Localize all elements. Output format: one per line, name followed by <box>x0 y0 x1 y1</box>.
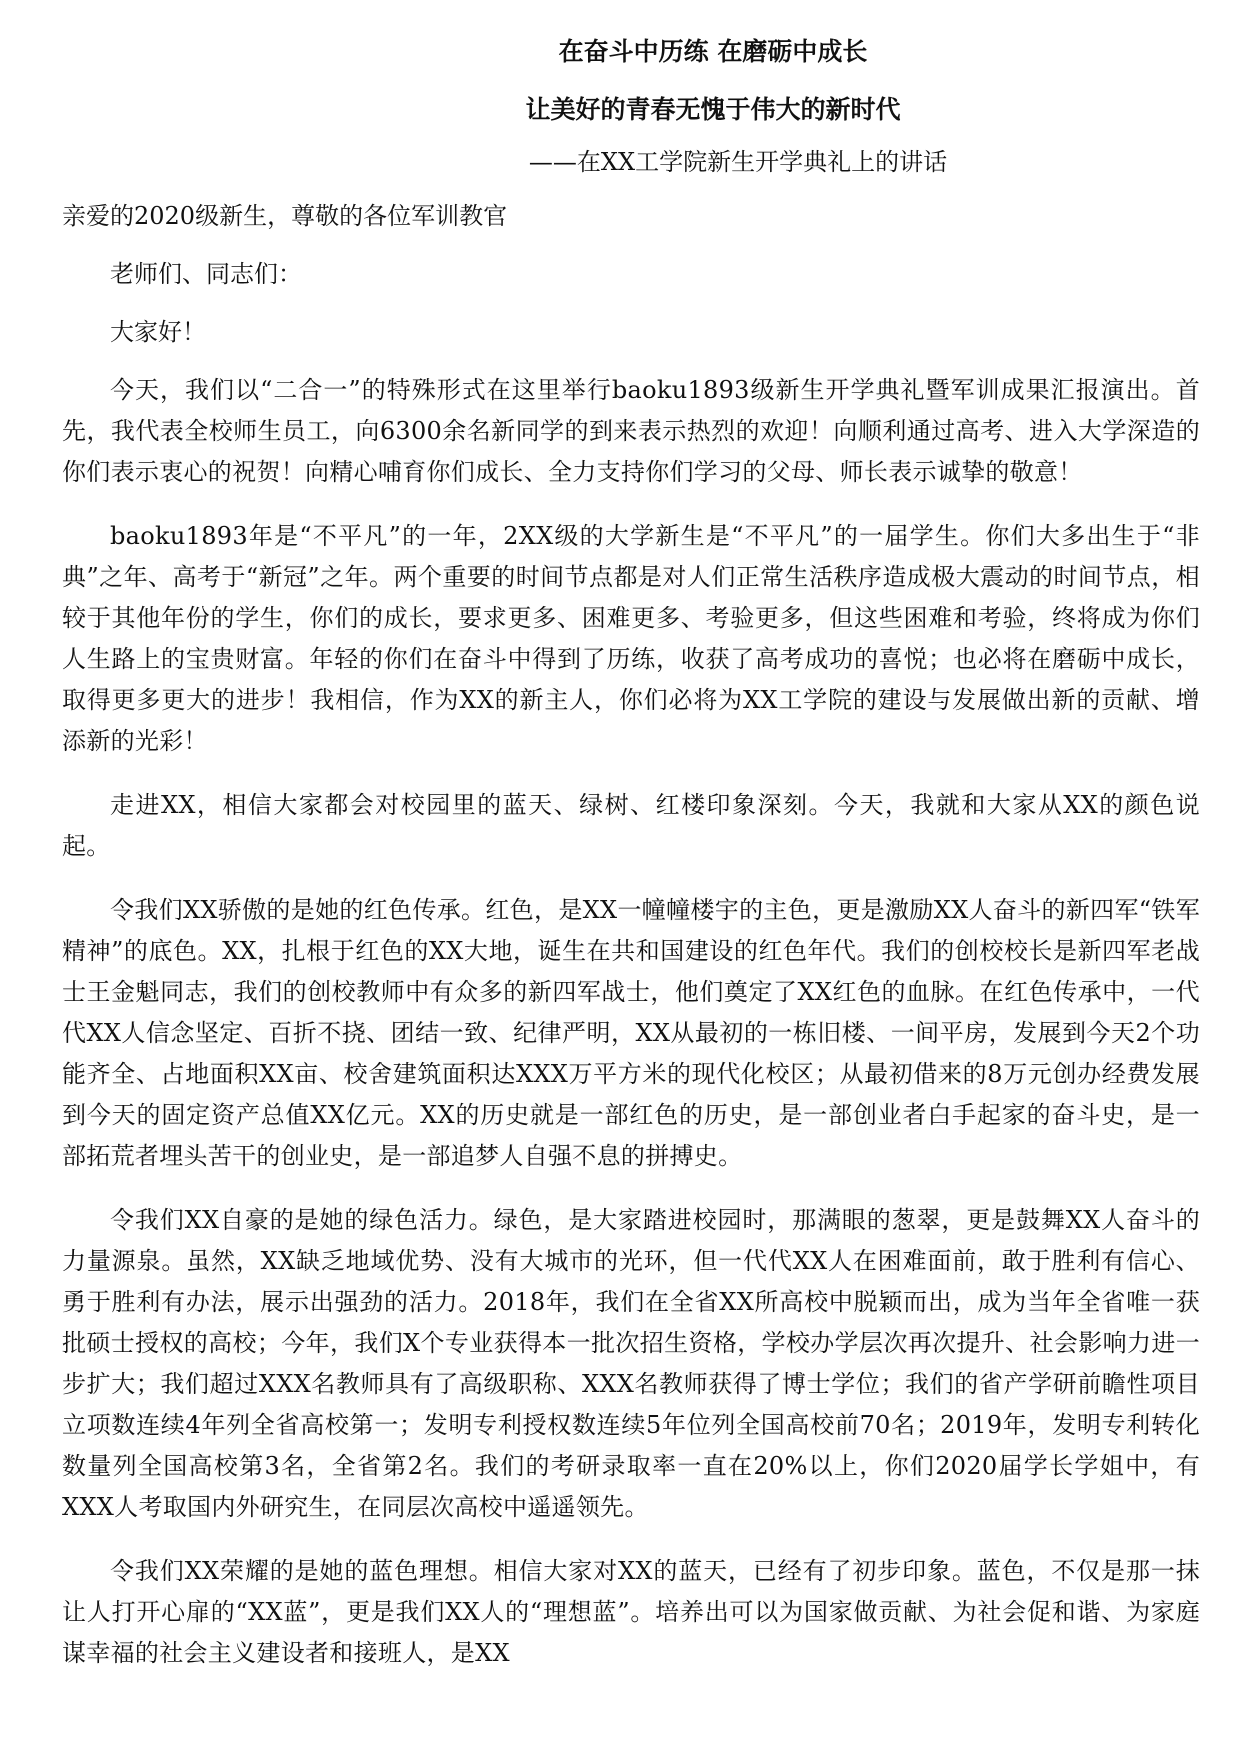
greeting-teachers: 老师们、同志们： <box>110 260 302 288</box>
body-paragraph: 令我们XX骄傲的是她的红色传承。红色，是XX一幢幢楼宇的主色，更是激励XX人奋斗的新四军“铁军精神”的底色。XX，扎根于红色的XX大地，诞生在共和国建设的红色年代。我们的创校校长是新四军老战士王金魁同志，我们的创校教师中有众多的新四军战士，他们奠定了XX红色的血脉。在红色传承中，一代代XX人信念坚定、百折不挠、团结一致、纪律严明，XX从最初的一栋旧楼、一间平房，发展到今天2个功能齐全、占地面积XX亩、校舍建筑面积达XXX万平方米的现代化校区；从最初借来的8万元创办经费发展到今天的固定资产总值XX亿元。XX的历史就是一部红色的历史，是一部创业者白手起家的奋斗史，是一部拓荒者埋头苦干的创业史，是一部追梦人自强不息的拼搏史。 <box>62 896 1200 1170</box>
body-paragraph: 走进XX，相信大家都会对校园里的蓝天、绿树、红楼印象深刻。今天，我就和大家从XX的颜色说起。 <box>62 791 1200 860</box>
document-title: 在奋斗中历练 在磨砺中成长 <box>558 37 868 66</box>
document-page <box>62 36 1200 1674</box>
body-paragraph: 今天，我们以“二合一”的特殊形式在这里举行baoku1893级新生开学典礼暨军训成果汇报演出。首先，我代表全校师生员工，向6300余名新同学的到来表示热烈的欢迎！向顺利通过高考、进入大学深造的你们表示衷心的祝贺！向精心哺育你们成长、全力支持你们学习的父母、师长表示诚挚的敬意！ <box>62 376 1200 486</box>
salutation: 亲爱的2020级新生，尊敬的各位军训教官 <box>62 202 508 230</box>
body-paragraph: 令我们XX荣耀的是她的蓝色理想。相信大家对XX的蓝天，已经有了初步印象。蓝色，不仅是那一抹让人打开心扉的“XX蓝”，更是我们XX人的“理想蓝”。培养出可以为国家做贡献、为社会促和谐、为家庭谋幸福的社会主义建设者和接班人，是XX <box>62 1557 1200 1667</box>
body-paragraph: 令我们XX自豪的是她的绿色活力。绿色，是大家踏进校园时，那满眼的葱翠，更是鼓舞XX人奋斗的力量源泉。虽然，XX缺乏地域优势、没有大城市的光环，但一代代XX人在困难面前，敢于胜利有信心、勇于胜利有办法，展示出强劲的活力。2018年，我们在全省XX所高校中脱颖而出，成为当年全省唯一获批硕士授权的高校；今年，我们X个专业获得本一批次招生资格，学校办学层次再次提升、社会影响力进一步扩大；我们超过XXX名教师具有了高级职称、XXX名教师获得了博士学位；我们的省产学研前瞻性项目立项数连续4年列全省高校第一；发明专利授权数连续5年位列全国高校前70名；2019年，发明专利转化数量列全国高校第3名，全省第2名。我们的考研录取率一直在20%以上，你们2020届学长学姐中，有XXX人考取国内外研究生，在同层次高校中遥遥领先。 <box>62 1206 1200 1521</box>
body-paragraph: baoku1893年是“不平凡”的一年，2XX级的大学新生是“不平凡”的一届学生。你们大多出生于“非典”之年、高考于“新冠”之年。两个重要的时间节点都是对人们正常生活秩序造成极大震动的时间节点，相较于其他年份的学生，你们的成长，要求更多、困难更多、考验更多，但这些困难和考验，终将成为你们人生路上的宝贵财富。年轻的你们在奋斗中得到了历练，收获了高考成功的喜悦；也必将在磨砺中成长，取得更多更大的进步！我相信，作为XX的新主人，你们必将为XX工学院的建设与发展做出新的贡献、增添新的光彩！ <box>62 522 1200 755</box>
document-subtitle: ——在XX工学院新生开学典礼上的讲话 <box>528 148 948 176</box>
document-title-second-line: 让美好的青春无愧于伟大的新时代 <box>525 95 901 124</box>
greeting-all: 大家好！ <box>110 318 206 346</box>
